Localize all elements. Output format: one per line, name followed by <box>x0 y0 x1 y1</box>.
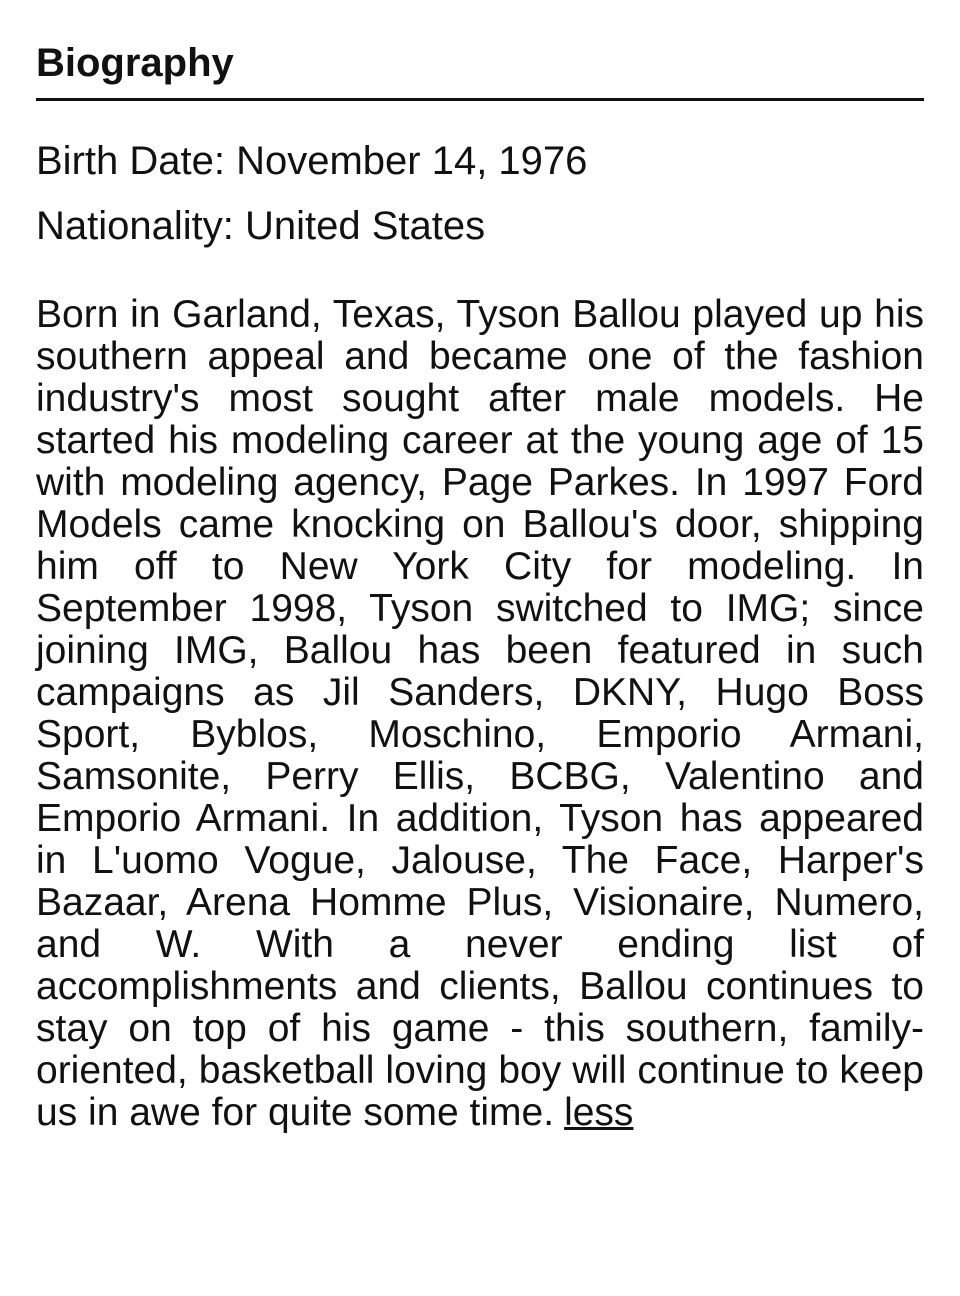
biography-body: Born in Garland, Texas, Tyson Ballou played up his southern appeal and became one of the fashion industry's most sought after male models. He started his modeling career at the young age of 15 with modeling agency, Page Parkes. In 1997 Ford Models came knocking on Ballou's door, shipping him off to New York City for modeling. In September 1998, Tyson switched to IMG; since joining IMG, Ballou has been featured in such campaigns as Jil Sanders, DKNY, Hugo Boss Sport, Byblos, Moschino, Emporio Armani, Samsonite, Perry Ellis, BCBG, Valentino and Emporio Armani. In addition, Tyson has appeared in L'uomo Vogue, Jalouse, The Face, Harper's Bazaar, Arena Homme Plus, Visionaire, Numero, and W. With a never ending list of accomplishments and clients, Ballou continues to stay on top of his game - this southern, family-oriented, basketball loving boy will continue to keep us in awe for quite some time. <box>36 293 924 1134</box>
biography-text <box>36 294 924 1134</box>
biography-section <box>36 0 924 1134</box>
birth-date: Birth Date: November 14, 1976 <box>36 139 588 183</box>
section-title: Biography <box>36 41 234 85</box>
title-divider <box>36 98 924 101</box>
less-link[interactable]: less <box>564 1091 634 1134</box>
nationality: Nationality: United States <box>36 204 486 248</box>
